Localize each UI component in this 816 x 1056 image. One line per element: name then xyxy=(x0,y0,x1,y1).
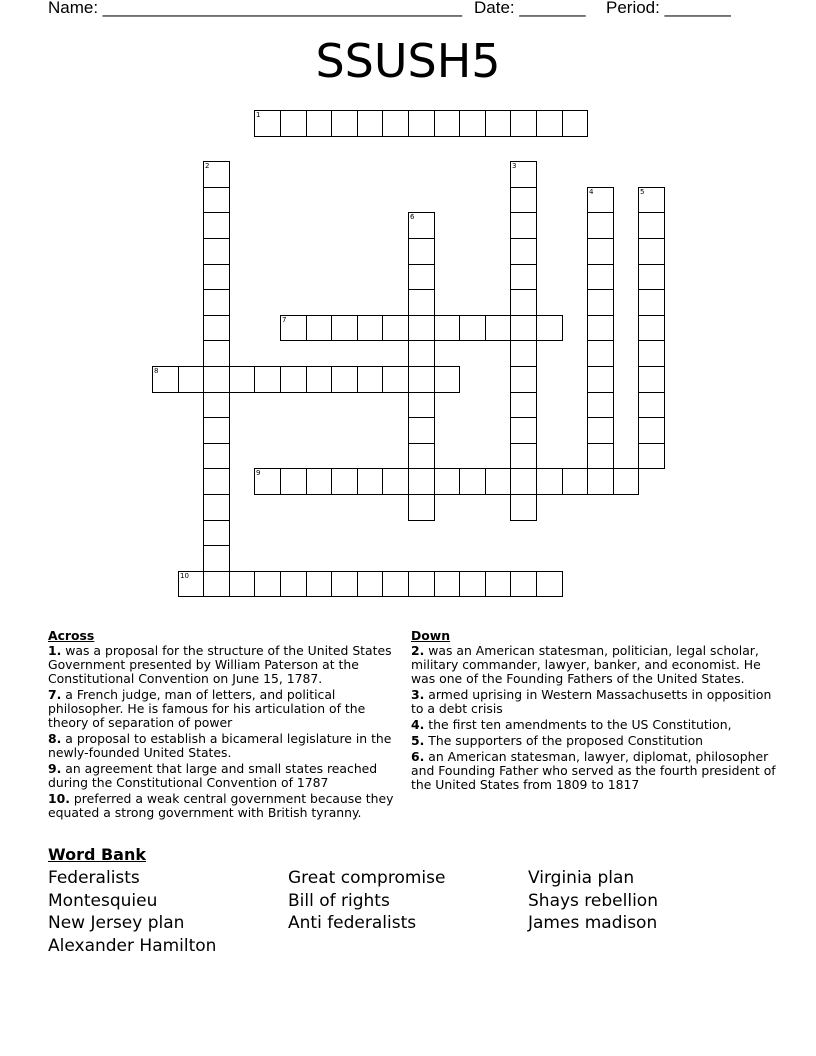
page-title: SSUSH5 xyxy=(315,34,501,88)
crossword-cell[interactable] xyxy=(587,187,614,213)
crossword-cell[interactable] xyxy=(254,468,281,495)
crossword-cell[interactable] xyxy=(382,110,409,137)
crossword-cell[interactable] xyxy=(178,366,204,393)
crossword-cell[interactable] xyxy=(280,110,307,137)
crossword-cell[interactable] xyxy=(382,571,409,597)
clue-number: 5 xyxy=(640,188,645,196)
crossword-cell[interactable] xyxy=(459,571,486,597)
crossword-cell[interactable] xyxy=(638,392,665,418)
crossword-cell[interactable] xyxy=(587,289,614,316)
clue-number: 10 xyxy=(180,572,189,580)
crossword-cell[interactable] xyxy=(408,110,435,137)
period-field[interactable]: Period: _______ xyxy=(606,0,731,17)
crossword-cell[interactable] xyxy=(638,212,665,239)
word-bank-heading: Word Bank xyxy=(48,845,147,864)
crossword-cell[interactable] xyxy=(331,315,358,341)
crossword-cell[interactable] xyxy=(459,110,486,137)
crossword-cell[interactable] xyxy=(587,392,614,418)
crossword-cell[interactable] xyxy=(562,468,588,495)
word-bank-item: Alexander Hamilton xyxy=(48,936,217,956)
crossword-cell[interactable] xyxy=(357,571,383,597)
clue-down-4: 4. the first ten amendments to the US Constitution, xyxy=(411,717,732,732)
crossword-cell[interactable] xyxy=(485,468,511,495)
crossword-cell[interactable] xyxy=(510,161,537,188)
crossword-cell[interactable] xyxy=(203,443,230,469)
crossword-cell[interactable] xyxy=(536,571,563,597)
clue-down-6: 6. an American statesman, lawyer, diplomat, philosopher and Founding Father who served as the fourth president of the United States from 1809 to 1817 xyxy=(411,749,776,792)
crossword-cell[interactable] xyxy=(280,315,307,341)
clue-number: 9 xyxy=(256,469,261,477)
word-bank-item: Great compromise xyxy=(288,868,446,888)
crossword-cell[interactable] xyxy=(587,264,614,290)
crossword-cell[interactable] xyxy=(510,392,537,418)
crossword-cell[interactable] xyxy=(357,468,383,495)
crossword-cell[interactable] xyxy=(510,238,537,265)
crossword-cell[interactable] xyxy=(408,468,435,495)
crossword-cell[interactable] xyxy=(331,468,358,495)
crossword-cell[interactable] xyxy=(638,366,665,393)
crossword-cell[interactable] xyxy=(485,315,511,341)
clue-down-2: 2. was an American statesman, politician, legal scholar, military commander, lawyer, banker, and economist. He was one of the Founding Fathers of the United States. xyxy=(411,643,761,686)
crossword-cell[interactable] xyxy=(408,571,435,597)
crossword-cell[interactable] xyxy=(203,366,230,393)
word-bank-item: New Jersey plan xyxy=(48,913,185,933)
crossword-cell[interactable] xyxy=(510,366,537,393)
crossword-cell[interactable] xyxy=(587,468,614,495)
clue-number: 7 xyxy=(282,316,287,324)
crossword-cell[interactable] xyxy=(638,315,665,341)
crossword-cell[interactable] xyxy=(203,392,230,418)
crossword-cell[interactable] xyxy=(510,212,537,239)
crossword-cell[interactable] xyxy=(510,417,537,444)
down-clues xyxy=(411,629,776,794)
word-bank-item: Montesquieu xyxy=(48,891,158,911)
word-bank-item: Anti federalists xyxy=(288,913,417,933)
crossword-cell[interactable] xyxy=(587,340,614,367)
crossword-cell[interactable] xyxy=(587,443,614,469)
crossword-cell[interactable] xyxy=(254,571,281,597)
crossword-cell[interactable] xyxy=(587,315,614,341)
crossword-cell[interactable] xyxy=(408,494,435,521)
crossword-cell[interactable] xyxy=(229,571,255,597)
crossword-cell[interactable] xyxy=(613,468,639,495)
crossword-cell[interactable] xyxy=(203,417,230,444)
crossword-cell[interactable] xyxy=(382,366,409,393)
crossword-cell[interactable] xyxy=(638,443,665,469)
crossword-cell[interactable] xyxy=(587,366,614,393)
crossword-cell[interactable] xyxy=(510,264,537,290)
crossword-cell[interactable] xyxy=(203,340,230,367)
crossword-cell[interactable] xyxy=(254,366,281,393)
clue-across-9: 9. an agreement that large and small states reached during the Constitutional Convention of 1787 xyxy=(48,761,378,790)
crossword-cell[interactable] xyxy=(203,545,230,572)
crossword-cell[interactable] xyxy=(408,315,435,341)
crossword-cell[interactable] xyxy=(203,187,230,213)
crossword-cell[interactable] xyxy=(382,315,409,341)
crossword-cell[interactable] xyxy=(306,571,332,597)
clue-down-5: 5. The supporters of the proposed Constitution xyxy=(411,733,704,748)
crossword-cell[interactable] xyxy=(638,238,665,265)
clue-number: 4 xyxy=(589,188,594,196)
crossword-cell[interactable] xyxy=(434,366,460,393)
crossword-cell[interactable] xyxy=(203,289,230,316)
clue-across-1: 1. was a proposal for the structure of the United States Government presented by William Paterson at the Constitutional Convention on June 15, 1787. xyxy=(48,643,392,686)
crossword-cell[interactable] xyxy=(638,417,665,444)
crossword-cell[interactable] xyxy=(203,238,230,265)
crossword-cell[interactable] xyxy=(638,187,665,213)
crossword-cell[interactable] xyxy=(408,238,435,265)
crossword-cell[interactable] xyxy=(536,110,563,137)
crossword-cell[interactable] xyxy=(459,468,486,495)
crossword-cell[interactable] xyxy=(510,110,537,137)
crossword-cell[interactable] xyxy=(306,468,332,495)
crossword-cell[interactable] xyxy=(203,315,230,341)
crossword-cell[interactable] xyxy=(587,238,614,265)
clue-across-8: 8. a proposal to establish a bicameral legislature in the newly-founded United States. xyxy=(48,731,392,760)
crossword-cell[interactable] xyxy=(536,315,563,341)
crossword-cell[interactable] xyxy=(408,289,435,316)
crossword-cell[interactable] xyxy=(510,443,537,469)
crossword-cell[interactable] xyxy=(408,366,435,393)
name-field[interactable]: Name: ______________________________________ xyxy=(48,0,463,17)
crossword-cell[interactable] xyxy=(203,212,230,239)
word-bank-item: Federalists xyxy=(48,868,140,888)
crossword-cell[interactable] xyxy=(408,264,435,290)
crossword-cell[interactable] xyxy=(331,366,358,393)
crossword-cell[interactable] xyxy=(510,571,537,597)
crossword-cell[interactable] xyxy=(280,366,307,393)
crossword-cell[interactable] xyxy=(280,468,307,495)
clue-down-3: 3. armed uprising in Western Massachusetts in opposition to a debt crisis xyxy=(411,687,772,716)
down-heading: Down xyxy=(411,628,451,643)
crossword-cell[interactable] xyxy=(408,392,435,418)
crossword-cell[interactable] xyxy=(408,212,435,239)
crossword-cell[interactable] xyxy=(357,110,383,137)
crossword-cell[interactable] xyxy=(562,110,588,137)
clue-across-7: 7. a French judge, man of letters, and political philosopher. He is famous for his articulation of the theory of separation of power xyxy=(48,687,366,730)
across-heading: Across xyxy=(48,628,95,643)
clue-number: 2 xyxy=(205,162,210,170)
crossword-cell[interactable] xyxy=(203,264,230,290)
crossword-cell[interactable] xyxy=(408,340,435,367)
crossword-cell[interactable] xyxy=(408,443,435,469)
crossword-cell[interactable] xyxy=(331,571,358,597)
clue-number: 3 xyxy=(512,162,517,170)
crossword-cell[interactable] xyxy=(152,366,179,393)
crossword-cell[interactable] xyxy=(638,264,665,290)
crossword-cell[interactable] xyxy=(280,571,307,597)
crossword-cell[interactable] xyxy=(510,340,537,367)
word-bank-item: James madison xyxy=(528,913,658,933)
crossword-cell[interactable] xyxy=(459,315,486,341)
crossword-cell[interactable] xyxy=(638,340,665,367)
crossword-cell[interactable] xyxy=(229,366,255,393)
crossword-cell[interactable] xyxy=(306,315,332,341)
crossword-cell[interactable] xyxy=(536,468,563,495)
crossword-cell[interactable] xyxy=(203,494,230,521)
clue-number: 6 xyxy=(410,213,415,221)
crossword-cell[interactable] xyxy=(587,417,614,444)
clue-number: 8 xyxy=(154,367,159,375)
crossword-cell[interactable] xyxy=(434,110,460,137)
crossword-cell[interactable] xyxy=(203,468,230,495)
crossword-cell[interactable] xyxy=(485,571,511,597)
crossword-cell[interactable] xyxy=(510,468,537,495)
crossword-cell[interactable] xyxy=(408,417,435,444)
crossword-cell[interactable] xyxy=(203,161,230,188)
crossword-cell[interactable] xyxy=(178,571,204,597)
date-field[interactable]: Date: _______ xyxy=(474,0,586,17)
clue-across-10: 10. preferred a weak central government because they equated a strong government with British tyranny. xyxy=(48,791,394,820)
crossword-cell[interactable] xyxy=(485,110,511,137)
crossword-cell[interactable] xyxy=(357,366,383,393)
crossword-cell[interactable] xyxy=(254,110,281,137)
crossword-cell[interactable] xyxy=(331,110,358,137)
crossword-cell[interactable] xyxy=(306,110,332,137)
word-bank-item: Virginia plan xyxy=(528,868,635,888)
crossword-cell[interactable] xyxy=(434,315,460,341)
crossword-cell[interactable] xyxy=(510,494,537,521)
crossword-cell[interactable] xyxy=(434,468,460,495)
crossword-cell[interactable] xyxy=(357,315,383,341)
crossword-cell[interactable] xyxy=(510,187,537,213)
crossword-cell[interactable] xyxy=(587,212,614,239)
crossword-cell[interactable] xyxy=(382,468,409,495)
crossword-cell[interactable] xyxy=(203,571,230,597)
crossword-cell[interactable] xyxy=(638,289,665,316)
word-bank-item: Bill of rights xyxy=(288,891,390,911)
clue-number: 1 xyxy=(256,111,261,119)
across-clues xyxy=(48,629,408,822)
crossword-cell[interactable] xyxy=(510,289,537,316)
crossword-cell[interactable] xyxy=(306,366,332,393)
crossword-cell[interactable] xyxy=(203,520,230,546)
word-bank-item: Shays rebellion xyxy=(528,891,658,911)
crossword-cell[interactable] xyxy=(434,571,460,597)
crossword-cell[interactable] xyxy=(510,315,537,341)
